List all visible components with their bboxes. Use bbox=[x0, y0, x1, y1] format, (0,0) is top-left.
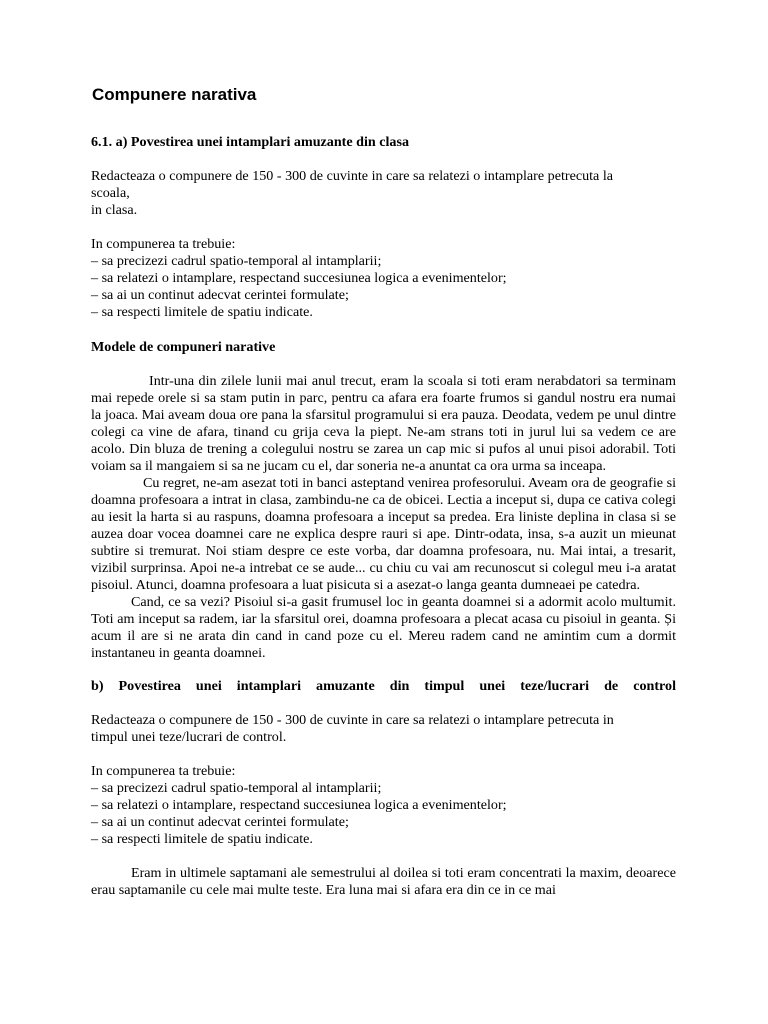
document-body bbox=[91, 134, 676, 899]
document-title: Compunere narativa bbox=[92, 85, 257, 104]
models-heading: Modele de compuneri narative bbox=[91, 339, 276, 355]
section-b-task-line: timpul unei teze/lucrari de control. bbox=[91, 729, 287, 745]
requirement-item: – sa respecti limitele de spatiu indicate. bbox=[91, 831, 313, 847]
requirement-item: – sa relatezi o intamplare, respectand succesiunea logica a evenimentelor; bbox=[91, 270, 507, 286]
section-b-task-line: Redacteaza o compunere de 150 - 300 de cuvinte in care sa relatezi o intamplare petrecuta in bbox=[91, 712, 614, 728]
requirement-item: – sa relatezi o intamplare, respectand succesiunea logica a evenimentelor; bbox=[91, 797, 507, 813]
requirement-item: – sa respecti limitele de spatiu indicate. bbox=[91, 304, 313, 320]
section-a-task-line: in clasa. bbox=[91, 202, 138, 218]
requirement-item: – sa ai un continut adecvat cerintei formulate; bbox=[91, 287, 349, 303]
section-a-task-line: scoala, bbox=[91, 185, 130, 201]
requirements-intro: In compunerea ta trebuie: bbox=[91, 236, 236, 252]
requirements-intro: In compunerea ta trebuie: bbox=[91, 763, 236, 779]
requirement-item: – sa precizezi cadrul spatio-temporal al intamplarii; bbox=[91, 253, 382, 269]
story-paragraph: Eram in ultimele saptamani ale semestrului al doilea si toti eram concentrati la maxim, deoarece erau saptamanile cu cele mai multe teste. Era luna mai si afara era din ce in ce mai bbox=[91, 865, 676, 898]
requirement-item: – sa ai un continut adecvat cerintei formulate; bbox=[91, 814, 349, 830]
story-paragraph: Intr-una din zilele lunii mai anul trecut, eram la scoala si toti eram nerabdatori sa terminam mai repede orele si sa stam putin in parc, pentru ca afara era foarte frumos si gandul nostru era numai la joaca. Mai aveam doua ore pana la sfarsitul programului si era pauza. Deodata, vedem pe unul dintre colegi ca vine de afara, tinand cu grija ceva la piept. Ne-am strans toti in jurul lui sa vedem ce are acolo. Din bluza de trening a colegului nostru se zarea un cap mic si pufos al unui pisoi adorabil. Toti voiam sa il mangaiem si sa ne jucam cu el, dar soneria ne-a anuntat ca ora urma sa inceapa. bbox=[91, 373, 676, 474]
section-a-task-line: Redacteaza o compunere de 150 - 300 de cuvinte in care sa relatezi o intamplare petrecuta la bbox=[91, 168, 613, 184]
section-a-heading: 6.1. a) Povestirea unei intamplari amuzante din clasa bbox=[91, 134, 410, 150]
story-paragraph: Cand, ce sa vezi? Pisoiul si-a gasit frumusel loc in geanta doamnei si a adormit acolo multumit. Toti am inceput sa radem, iar la sfarsitul orei, doamna profesoara a plecat acasa cu pisoiul in geanta. Și acum il are si ne arata din cand in cand poze cu el. Mereu radem cand ne amintim cum a dormit instantaneu in geanta doamnei. bbox=[91, 594, 676, 661]
section-b-heading: b) Povestirea unei intamplari amuzante din timpul unei teze/lucrari de control bbox=[91, 678, 676, 694]
story-paragraph: Cu regret, ne-am asezat toti in banci asteptand venirea profesorului. Aveam ora de geografie si doamna profesoara a intrat in clasa, zambindu-ne ca de obicei. Lectia a inceput si, dupa ce cativa colegi au iesit la harta si au raspuns, doamna profesoara a inceput sa predea. Era liniste deplina in clasa si se auzea doar vocea doamnei care ne explica despre rauri si ape. Dintr-odata, insa, s-a auzit un mieunat subtire si tremurat. Noi stiam despre ce este vorba, dar doamna profesoara, nu. Mai intai, a tresarit, vizibil surprinsa. Apoi ne-a intrebat ce se aude... cu chiu cu vai am recunoscut si colegul meu i-a aratat pisoiul. Atunci, doamna profesoara a luat pisicuta si a asezat-o langa geanta dumneaei pe catedra. bbox=[91, 475, 676, 593]
requirement-item: – sa precizezi cadrul spatio-temporal al intamplarii; bbox=[91, 780, 382, 796]
